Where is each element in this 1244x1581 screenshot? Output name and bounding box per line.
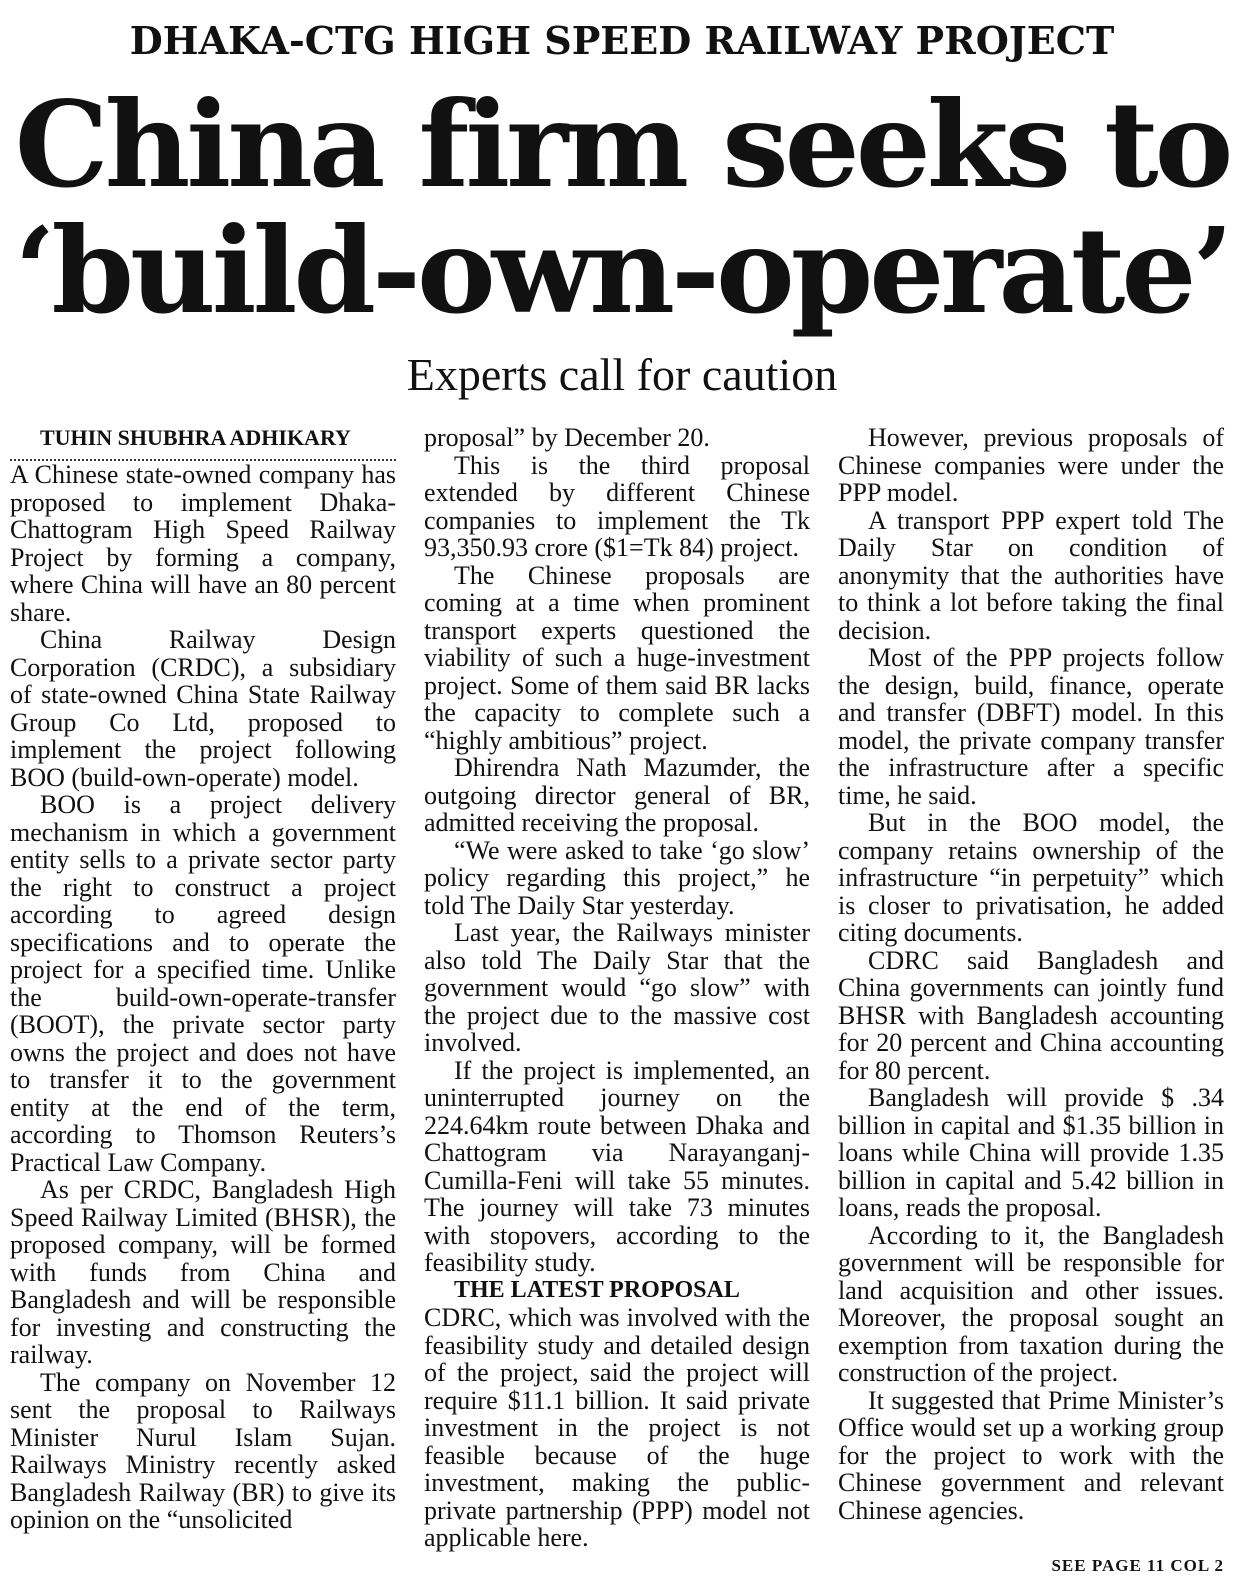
section-subhead: THE LATEST PROPOSAL bbox=[454, 1276, 740, 1303]
paragraph: Bangladesh will provide $ .34 billion in capital and $1.35 billion in loans while China will provide 1.35 billion in capital and 5.42 billion in loans, reads the proposal. bbox=[838, 1083, 1224, 1222]
column-3 bbox=[838, 424, 1224, 1524]
paragraph: However, previous proposals of Chinese companies were under the PPP model. bbox=[838, 423, 1224, 507]
paragraph: CDRC, which was involved with the feasibility study and detailed design of the project, said the project will require $11.1 billion. It said private investment in the project is not feasible because of the huge investment, making the public-private partnership (PPP) model not applicable here. bbox=[424, 1303, 810, 1552]
paragraph: Dhirendra Nath Mazumder, the outgoing director general of BR, admitted receiving the proposal. bbox=[424, 753, 810, 837]
paragraph: China Railway Design Corporation (CRDC), a subsidiary of state-owned China State Railway Group Co Ltd, proposed to implement the project following BOO (build-own-operate) model. bbox=[10, 625, 396, 792]
paragraph: A transport PPP expert told The Daily Star on condition of anonymity that the authorities have to think a lot before taking the final decision. bbox=[838, 505, 1224, 645]
byline: TUHIN SHUBHRA ADHIKARY bbox=[10, 424, 396, 461]
paragraph: According to it, the Bangladesh government will be responsible for land acquisition and other issues. Moreover, the proposal sought an exemption from taxation during the construction of the project. bbox=[838, 1220, 1224, 1387]
paragraph: It suggested that Prime Minister’s Office would set up a working group for the project to work with the Chinese government and relevant Chinese agencies. bbox=[838, 1385, 1224, 1525]
paragraph: As per CRDC, Bangladesh High Speed Railway Limited (BHSR), the proposed company, will be formed with funds from China and Bangladesh and will be responsible for investing and constructing the railway. bbox=[10, 1175, 396, 1369]
paragraph: BOO is a project delivery mechanism in which a government entity sells to a private sector party the right to construct a project according to agreed design specifications and to operate the project for a specified time. Unlike the build-own-operate-transfer (BOOT), the private sector party owns the project and does not have to transfer it to the government entity at the end of the term, according to Thomson Reuters’s Practical Law Company. bbox=[10, 790, 396, 1177]
paragraph: If the project is implemented, an uninterrupted journey on the 224.64km route between Dhaka and Chattogram via Narayanganj-Cumilla-Feni will take 55 minutes. The journey will take 73 minutes with stopovers, according to the feasibility study. bbox=[424, 1055, 810, 1277]
paragraph: The company on November 12 sent the proposal to Railways Minister Nurul Islam Sujan. Railways Ministry recently asked Bangladesh Railway (BR) to give its opinion on the “unsolicited bbox=[10, 1367, 396, 1534]
paragraph: proposal” by December 20. bbox=[424, 423, 710, 452]
headline-line-1: China firm seeks to bbox=[14, 75, 1230, 214]
paragraph: “We were asked to take ‘go slow’ policy regarding this project,” he told The Daily Star yesterday. bbox=[424, 835, 810, 920]
kicker: DHAKA-CTG HIGH SPEED RAILWAY PROJECT bbox=[129, 18, 1115, 63]
paragraph: A Chinese state-owned company has proposed to implement Dhaka-Chattogram High Speed Railway Project by forming a company, where China will have an 80 percent share. bbox=[10, 460, 396, 627]
column-2 bbox=[424, 424, 810, 1552]
paragraph: The Chinese proposals are coming at a time when prominent transport experts questioned the viability of such a huge-investment project. Some of them said BR lacks the capacity to complete such a “highly ambitious” project. bbox=[424, 560, 810, 755]
column-1 bbox=[10, 424, 396, 1534]
paragraph: CDRC said Bangladesh and China governments can jointly fund BHSR with Bangladesh accounting for 20 percent and China accounting for 80 percent. bbox=[838, 945, 1224, 1085]
paragraph: This is the third proposal extended by different Chinese companies to implement the Tk 93,350.93 crore ($1=Tk 84) project. bbox=[424, 450, 810, 562]
subheadline: Experts call for caution bbox=[406, 349, 838, 400]
paragraph: Last year, the Railways minister also told The Daily Star that the government would “go slow” with the project due to the massive cost involved. bbox=[424, 918, 810, 1057]
continuation-note: SEE PAGE 11 COL 2 bbox=[1051, 1556, 1224, 1575]
paragraph: But in the BOO model, the company retains ownership of the infrastructure “in perpetuity” which is closer to privatisation, he added citing documents. bbox=[838, 808, 1224, 947]
headline-line-2: ‘build-own-operate’ bbox=[14, 201, 1230, 340]
paragraph: Most of the PPP projects follow the design, build, finance, operate and transfer (DBFT) model. In this model, the private company transfer the infrastructure after a specific time, he said. bbox=[838, 643, 1224, 810]
headline bbox=[0, 75, 1244, 340]
